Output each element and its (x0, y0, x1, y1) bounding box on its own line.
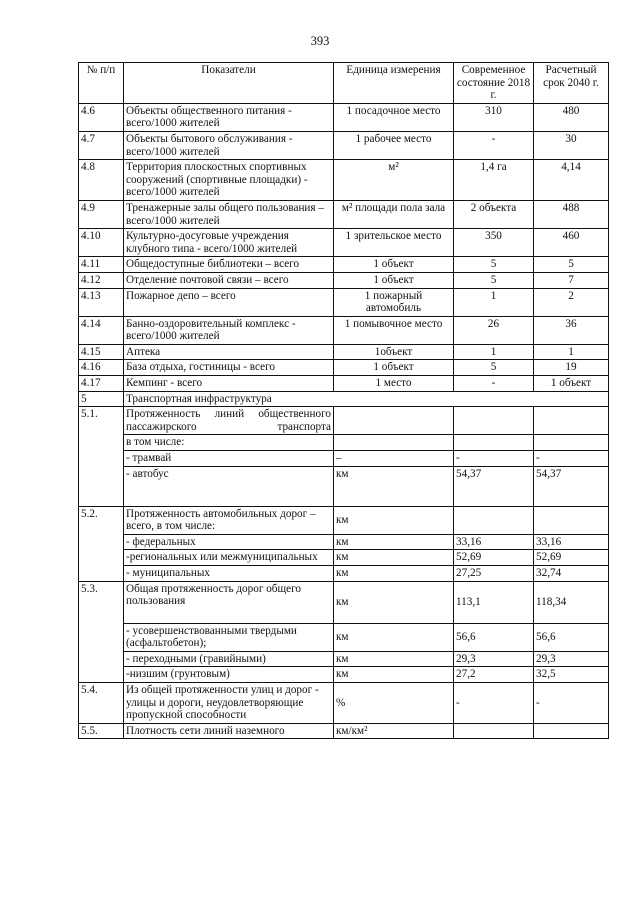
row-future: 460 (534, 229, 609, 257)
row-name: Отделение почтовой связи – всего (124, 272, 334, 288)
row-num: 5.2. (79, 506, 124, 581)
row-current: 29,3 (454, 651, 534, 667)
row-unit: – (334, 451, 454, 467)
row-unit: 1 посадочное место (334, 103, 454, 131)
row-unit: 1 помывочное место (334, 316, 454, 344)
row-name: Пожарное депо – всего (124, 288, 334, 316)
row-name: База отдыха, гостиницы - всего (124, 360, 334, 376)
row-num: 5.1. (79, 407, 124, 506)
header-row (79, 63, 609, 104)
table-row (79, 651, 609, 667)
table-row (79, 682, 609, 723)
row-num: 4.8 (79, 160, 124, 201)
row-num: 4.10 (79, 229, 124, 257)
row-name: Кемпинг - всего (124, 376, 334, 392)
row-unit: км (334, 506, 454, 534)
row-name: Из общей протяженности улиц и дорог - улицы и дороги, неудовлетворяющие пропускной способности (124, 682, 334, 723)
row-future: 29,3 (534, 651, 609, 667)
row-unit: км (334, 466, 454, 506)
table-row (79, 451, 609, 467)
row-num: 4.14 (79, 316, 124, 344)
row-num: 5.5. (79, 723, 124, 739)
header-num: № п/п (79, 63, 124, 104)
row-num: 4.6 (79, 103, 124, 131)
row-name: - федеральных (124, 534, 334, 550)
table-row (79, 131, 609, 159)
row-name: Объекты общественного питания - всего/1000 жителей (124, 103, 334, 131)
row-future: - (534, 451, 609, 467)
row-num: 4.12 (79, 272, 124, 288)
row-unit: 1 объект (334, 360, 454, 376)
row-unit: км (334, 623, 454, 651)
row-unit: км (334, 550, 454, 566)
row-current: 5 (454, 360, 534, 376)
row-name: Общедоступные библиотеки – всего (124, 257, 334, 273)
row-name: Аптека (124, 344, 334, 360)
table-row (79, 316, 609, 344)
row-current: 33,16 (454, 534, 534, 550)
table-row (79, 581, 609, 623)
table-row (79, 435, 609, 451)
rows-transport (79, 391, 609, 739)
header-future: Расчетный срок 2040 г. (534, 63, 609, 104)
table-row (79, 376, 609, 392)
row-unit: км (334, 534, 454, 550)
table-row (79, 667, 609, 683)
cell-empty (534, 435, 609, 451)
row-unit: 1 место (334, 376, 454, 392)
row-name: -низшим (грунтовым) (124, 667, 334, 683)
row-unit: км (334, 581, 454, 623)
row-unit: 1 объект (334, 257, 454, 273)
row-name: - автобус (124, 466, 334, 506)
row-current: 1 (454, 288, 534, 316)
row-name: Объекты бытового обслуживания - всего/1000 жителей (124, 131, 334, 159)
row-name: Протяженность автомобильных дорог – всего, в том числе: (124, 506, 334, 534)
row-num: 5 (79, 391, 124, 407)
indicators-table (78, 62, 609, 739)
row-num: 4.13 (79, 288, 124, 316)
row-current: 54,37 (454, 466, 534, 506)
cell-empty (534, 407, 609, 435)
row-unit: м² (334, 160, 454, 201)
row-name: - муниципальных (124, 566, 334, 582)
row-future: 19 (534, 360, 609, 376)
row-unit: м² площади пола зала (334, 200, 454, 228)
table-row (79, 229, 609, 257)
cell-empty (454, 506, 534, 534)
row-unit: км (334, 651, 454, 667)
table-row (79, 566, 609, 582)
row-future: 2 (534, 288, 609, 316)
header-unit: Единица измерения (334, 63, 454, 104)
row-name: Протяженность линий общественного пассажирского транспорта (124, 407, 334, 435)
table-row (79, 344, 609, 360)
row-current: 1,4 га (454, 160, 534, 201)
rows-social (79, 103, 609, 391)
cell-empty (454, 407, 534, 435)
table-row (79, 550, 609, 566)
table-row (79, 360, 609, 376)
row-future: 480 (534, 103, 609, 131)
table-row (79, 160, 609, 201)
row-future: 32,5 (534, 667, 609, 683)
row-num: 4.15 (79, 344, 124, 360)
row-current: 310 (454, 103, 534, 131)
row-unit: км (334, 566, 454, 582)
row-name: Плотность сети линий наземного (124, 723, 334, 739)
row-current: 56,6 (454, 623, 534, 651)
row-future: 33,16 (534, 534, 609, 550)
row-name: - усовершенствованными твердыми (асфальтобетон); (124, 623, 334, 651)
row-current: - (454, 682, 534, 723)
row-future (534, 723, 609, 739)
row-current: 27,25 (454, 566, 534, 582)
row-current: 27,2 (454, 667, 534, 683)
row-name: Культурно-досуговые учреждения клубного типа - всего/1000 жителей (124, 229, 334, 257)
row-current: 26 (454, 316, 534, 344)
row-num: 4.9 (79, 200, 124, 228)
row-unit: км/км² (334, 723, 454, 739)
row-num: 4.16 (79, 360, 124, 376)
row-future: 7 (534, 272, 609, 288)
row-unit: 1объект (334, 344, 454, 360)
row-current: 5 (454, 272, 534, 288)
table-row (79, 257, 609, 273)
table-row (79, 466, 609, 506)
table-row (79, 391, 609, 407)
row-future: 56,6 (534, 623, 609, 651)
row-name: Общая протяженность дорог общего пользования (124, 581, 334, 623)
cell-empty (334, 407, 454, 435)
row-current (454, 723, 534, 739)
row-name: - переходными (гравийными) (124, 651, 334, 667)
row-future: - (534, 682, 609, 723)
cell-empty (534, 506, 609, 534)
row-future: 52,69 (534, 550, 609, 566)
row-num: 4.17 (79, 376, 124, 392)
cell-empty (334, 435, 454, 451)
table-row (79, 506, 609, 534)
row-future: 5 (534, 257, 609, 273)
row-name: Территория плоскостных спортивных сооружений (спортивные площадки) - всего/1000 жителей (124, 160, 334, 201)
table-row (79, 288, 609, 316)
table-row (79, 272, 609, 288)
row-current: - (454, 451, 534, 467)
row-unit: 1 зрительское место (334, 229, 454, 257)
row-future: 4,14 (534, 160, 609, 201)
page-number: 393 (310, 34, 330, 48)
row-future: 54,37 (534, 466, 609, 506)
table-row (79, 723, 609, 739)
row-current: 5 (454, 257, 534, 273)
row-current: - (454, 376, 534, 392)
section-title: Транспортная инфраструктура (124, 391, 609, 407)
table-row (79, 200, 609, 228)
row-unit: 1 рабочее место (334, 131, 454, 159)
row-name: - трамвай (124, 451, 334, 467)
row-current: 2 объекта (454, 200, 534, 228)
row-current: 113,1 (454, 581, 534, 623)
row-unit: % (334, 682, 454, 723)
row-unit: км (334, 667, 454, 683)
header-current: Современное состояние 2018 г. (454, 63, 534, 104)
row-name: Тренажерные залы общего пользования – всего/1000 жителей (124, 200, 334, 228)
row-future: 30 (534, 131, 609, 159)
row-current: 1 (454, 344, 534, 360)
table-row (79, 407, 609, 435)
table-row (79, 623, 609, 651)
cell-empty (454, 435, 534, 451)
row-future: 36 (534, 316, 609, 344)
row-current: 52,69 (454, 550, 534, 566)
row-num: 4.7 (79, 131, 124, 159)
row-num: 5.3. (79, 581, 124, 682)
row-future: 488 (534, 200, 609, 228)
row-future: 1 (534, 344, 609, 360)
row-num: 5.4. (79, 682, 124, 723)
row-name: Банно-оздоровительный комплекс - всего/1000 жителей (124, 316, 334, 344)
row-unit: 1 объект (334, 272, 454, 288)
header-indicator: Показатели (124, 63, 334, 104)
row-future: 1 объект (534, 376, 609, 392)
table-row (79, 103, 609, 131)
row-num: 4.11 (79, 257, 124, 273)
row-unit: 1 пожарный автомобиль (334, 288, 454, 316)
row-future: 32,74 (534, 566, 609, 582)
row-current: 350 (454, 229, 534, 257)
row-name: -региональных или межмуниципальных (124, 550, 334, 566)
row-future: 118,34 (534, 581, 609, 623)
row-name: в том числе: (124, 435, 334, 451)
table-row (79, 534, 609, 550)
row-current: - (454, 131, 534, 159)
